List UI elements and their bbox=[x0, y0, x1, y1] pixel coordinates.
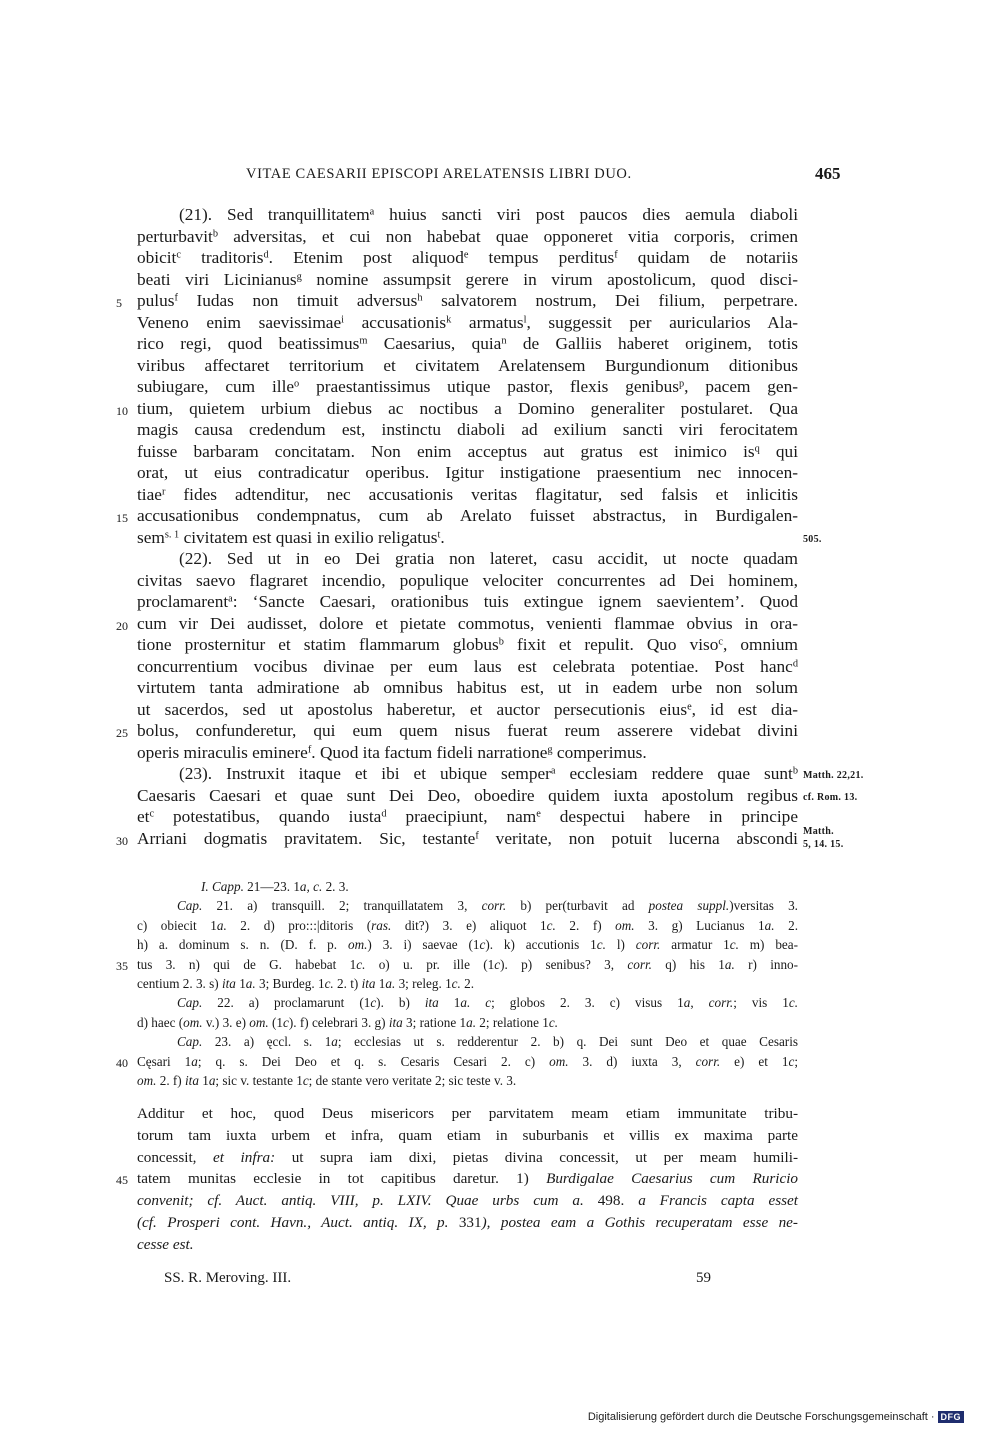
line-number: 40 bbox=[116, 1055, 128, 1070]
apparatus-line: Cęsari 1a; q. s. Dei Deo et q. s. Cesaris Cesari 2. c) om. 3. d) iuxta 3, corr. e) et 1c; bbox=[137, 1053, 798, 1069]
apparatus-line: Cap. 22. a) proclamarunt (1c). b) ita 1a. c; globos 2. 3. c) visus 1a, corr.; vis 1c. bbox=[177, 995, 798, 1011]
footer-series: SS. R. Meroving. III. bbox=[164, 1270, 292, 1286]
text-line: perturbavit$^b$ adversitas, et cui non habebat quae opponeret vitia corporis, crimen bbox=[137, 226, 798, 246]
line-number: 45 bbox=[116, 1173, 128, 1188]
text-line: operis miraculis eminere$^f$. Quod ita factum fideli narratione$^g$ comperimus. bbox=[137, 742, 647, 762]
line-number: 20 bbox=[116, 618, 128, 633]
apparatus-line: d) haec (om. v.) 3. e) om. (1c). f) celebrari 3. g) ita 3; ratione 1a. 2; relatione 1c. bbox=[137, 1014, 559, 1030]
line-number: 25 bbox=[116, 726, 128, 740]
text-line: obicit$^c$ traditoris$^d$. Etenim post aliquod$^e$ tempus perditus$^f$ quidam de notariis bbox=[137, 248, 798, 267]
text-line: magis causa credendum est, instinctu diaboli ad exilium sancti viri ferocitatem bbox=[137, 420, 798, 439]
text-line: proclamarent$^a$: ‘Sancte Caesari, orationibus tuis extingue ignem saevientem’. Quod bbox=[137, 592, 798, 611]
margin-reference: 505. bbox=[803, 533, 822, 545]
text-line: pulus$^f$ Iudas non timuit adversus$^h$ salvatorem nostrum, Dei filium, perpetrare. bbox=[137, 291, 799, 310]
line-number: 15 bbox=[116, 511, 128, 525]
credit-text: Digitalisierung gefördert durch die Deutsche Forschungsgemeinschaft bbox=[587, 1411, 928, 1423]
apparatus-line: Cap. 21. a) transquill. 2; tranquillatatem 3, corr. b) per(turbavit ad postea suppl.)versitas 3. bbox=[177, 898, 798, 914]
text-line: beati viri Licinianus$^g$ nomine assumpsit gerere in virum apostolicum, quod disci- bbox=[137, 269, 799, 289]
text-line: (21). Sed tranquillitatem$^a$ huius sancti viri post paucos dies aemula diaboli bbox=[179, 205, 798, 224]
text-line: concurrentium vocibus divinae per eum laus est celebrata potentiae. Post hanc$^d$ bbox=[137, 656, 798, 676]
text-line: Veneno enim saevissimae$^i$ accusationis$^k$ armatus$^l$, suggessit per auricularios Ala- bbox=[137, 312, 799, 332]
digitization-credit bbox=[588, 1411, 964, 1423]
line-number: 10 bbox=[116, 403, 128, 418]
text-line: tiae$^r$ fides adtenditur, nec accusationis veritas flagitatur, sed falsis et inlicitis bbox=[137, 484, 798, 504]
apparatus-line: h) a. dominum s. n. (D. f. p. om.) 3. i) saevae (1c). k) accutionis 1c. l) corr. armatur 1c. m) bea- bbox=[137, 937, 799, 953]
margin-reference: 5, 14. 15. bbox=[803, 838, 844, 850]
footnote-line: tatem munitas ecclesie in tot capitibus daretur. 1) Burdigalae Caesarius cum Ruricio bbox=[137, 1170, 799, 1188]
text-line: (23). Instruxit itaque et ibi et ubique semper$^a$ ecclesiam reddere quae sunt$^b$ bbox=[179, 764, 798, 783]
apparatus-line: om. 2. f) ita 1a; sic v. testante 1c; de stante vero veritate 2; sic teste v. 3. bbox=[137, 1073, 517, 1088]
footnote-line: convenit; cf. Auct. antiq. VIII, p. LXIV. Quae urbs cum a. 498. a Francis capta esset bbox=[137, 1192, 799, 1210]
text-line: virtutem tanta admiratione ab omnibus habitus est, ut in eadem urbe non solum bbox=[137, 678, 798, 697]
apparatus-line: centium 2. 3. s) ita 1a. 3; Burdeg. 1c. 2. t) ita 1a. 3; releg. 1c. 2. bbox=[137, 976, 475, 991]
text-line: tium, quietem urbium diebus ac noctibus a Domino generaliter postularet. Qua bbox=[137, 398, 798, 418]
footnote-line: (cf. Prosperi cont. Havn., Auct. antiq. IX, p. 331), postea eam a Gothis recuperatam esse ne- bbox=[137, 1214, 798, 1231]
margin-reference: cf. Rom. 13. bbox=[803, 791, 858, 803]
margin-reference: Matth. bbox=[803, 825, 834, 837]
line-number: 5 bbox=[116, 296, 122, 310]
text-line: sem$^{s. 1}$ civitatem est quasi in exilio religatus$^t$. bbox=[137, 527, 445, 547]
text-line: Arriani dogmatis pravitatem. Sic, testante$^f$ veritate, non potuit lucerna abscondi bbox=[137, 828, 798, 848]
text-line: subiugare, cum ille$^o$ praestantissimus utique pastor, flexis genibus$^p$, pacem gen- bbox=[137, 377, 798, 396]
text-line: bolus, confunderetur, qui eum quem nisus fuerat reum asserere videbat divini bbox=[137, 721, 798, 740]
credit-separator: · bbox=[930, 1411, 935, 1423]
text-line: accusationibus condempnatus, cum ab Arelato fuisset abstractus, in Burdigalen- bbox=[137, 506, 798, 525]
running-head: VITAE CAESARII EPISCOPI ARELATENSIS LIBRI DUO. bbox=[246, 166, 632, 182]
footnote-line: torum tam iuxta urbem et infra, quam etiam in suburbanis et villis ex maxima parte bbox=[137, 1126, 798, 1144]
text-line: rico regi, quod beatissimus$^m$ Caesarius, quia$^n$ de Galliis haberet originem, totis bbox=[137, 334, 798, 353]
apparatus-line: I. Capp. 21—23. 1a, c. 2. 3. bbox=[201, 879, 349, 894]
apparatus-line: c) obiecit 1a. 2. d) pro:::|ditoris (ras. dit?) 3. e) aliquot 1c. 2. f) om. 3. g) Lucianus 1a. 2. bbox=[137, 917, 798, 933]
footnote-line: concessit, et infra: ut supra iam dixi, pietas divina concessit, ut per meam humili- bbox=[137, 1148, 799, 1166]
text-line: (22). Sed ut in eo Dei gratia non lateret, casu accidit, ut nocte quadam bbox=[179, 549, 798, 568]
footer-signature-number: 59 bbox=[696, 1270, 711, 1286]
text-line: tione prosternitur et statim flammarum globus$^b$ fixit et repulit. Quo viso$^c$, omnium bbox=[137, 635, 798, 654]
text-line: civitas saevo flagraret incendio, populique velociter concurrentes ad Dei hominem, bbox=[137, 570, 798, 590]
text-line: fuisse barbaram concitatam. Non enim acceptus aut gratus est inimico $is^q$ qui bbox=[137, 441, 799, 461]
dfg-logo: DFG bbox=[938, 1411, 965, 1423]
text-line: viribus affectaret territorium et civitatem Arelatensem Burgundionum ditionibus bbox=[137, 355, 798, 375]
text-line: $et^c$ potestatibus, quando iusta$^d$ praecipiunt, nam$^e$ despectui habere in principe bbox=[137, 807, 798, 826]
line-number: 30 bbox=[116, 833, 128, 848]
apparatus-line: Cap. 23. a) ęccl. s. 1a; ecclesias ut s. redderentur 2. b) q. Dei sunt Deo et quae Cesaris bbox=[177, 1034, 798, 1050]
text-line: Caesaris Caesari et quae sunt Dei Deo, oboedire quidem iuxta apostolum regibus bbox=[137, 785, 798, 805]
footnote-line: Additur et hoc, quod Deus misericors per parvitatem meam etiam immunitate tribu- bbox=[137, 1105, 798, 1122]
line-number: 35 bbox=[116, 958, 128, 973]
margin-reference: Matth. 22,21. bbox=[803, 770, 864, 781]
footnote-line: cesse est. bbox=[137, 1235, 194, 1253]
text-line: cum vir Dei audisset, dolore et pietate commotus, venienti flammae obvius in ora- bbox=[137, 613, 798, 633]
text-line: orat, ut eius contradicatur operibus. Igitur instigatione praesentium nec innocen- bbox=[137, 463, 798, 482]
apparatus-line: tus 3. n) qui de G. habebat 1c. o) u. pr. ille (1c). p) senibus? 3, corr. q) his 1a. r) inno- bbox=[137, 956, 799, 972]
page-number: 465 bbox=[815, 164, 841, 183]
text-line: ut sacerdos, sed ut apostolus haberetur, et auctor persecutionis eius$^e$, id est dia- bbox=[137, 699, 798, 719]
